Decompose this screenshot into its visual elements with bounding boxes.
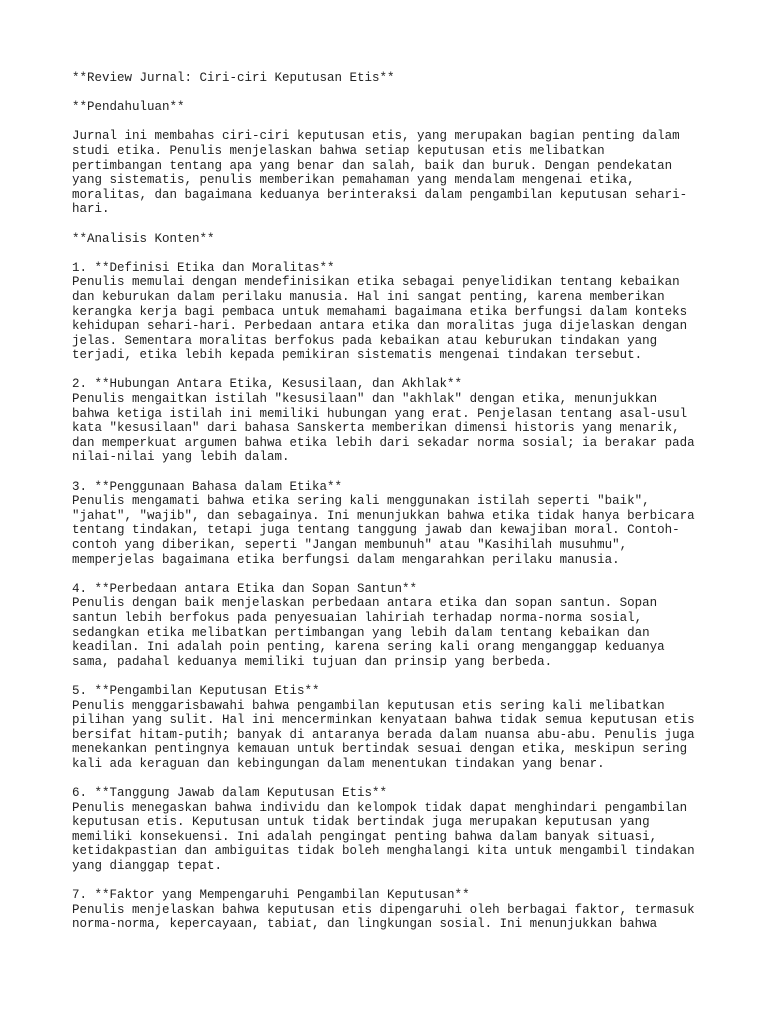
document-title: **Review Jurnal: Ciri-ciri Keputusan Etis** bbox=[72, 71, 395, 85]
text-line: memperjelas bagaimana etika berfungsi dalam mengarahkan perilaku manusia. bbox=[72, 552, 620, 567]
text-line: keputusan etis. Keputusan untuk tidak bertindak juga merupakan keputusan yang bbox=[72, 815, 650, 830]
spacer bbox=[72, 246, 702, 261]
analysis-heading: **Analisis Konten** bbox=[72, 231, 215, 246]
text-line: Penulis menggarisbawahi bahwa pengambilan keputusan etis sering kali melibatkan bbox=[72, 698, 665, 713]
text-line: pertimbangan tentang apa yang benar dan salah, baik dan buruk. Dengan pendekatan bbox=[72, 158, 673, 173]
text-line: kehidupan sehari-hari. Perbedaan antara etika dan moralitas juga dijelaskan dengan bbox=[72, 319, 688, 334]
text-line: memiliki konsekuensi. Ini adalah pengingat penting bahwa dalam banyak situasi, bbox=[72, 829, 658, 844]
section-heading: 1. **Definisi Etika dan Moralitas** bbox=[72, 260, 335, 275]
spacer bbox=[72, 115, 702, 130]
spacer bbox=[72, 567, 702, 582]
section-pengambilan-keputusan bbox=[72, 684, 702, 772]
spacer bbox=[72, 669, 702, 684]
section-sopan-santun bbox=[72, 582, 702, 670]
spacer bbox=[72, 217, 702, 232]
spacer bbox=[72, 874, 702, 889]
spacer bbox=[72, 772, 702, 787]
section-definisi bbox=[72, 261, 702, 363]
text-line: yang sistematis, penulis memberikan pemahaman yang mendalam mengenai etika, bbox=[72, 173, 635, 188]
text-line: keadilan. Ini adalah poin penting, karena sering kali orang menganggap keduanya bbox=[72, 640, 665, 655]
text-line: kata "kesusilaan" dari bahasa Sanskerta memberikan dimensi historis yang menarik, bbox=[72, 421, 680, 436]
section-heading: 6. **Tanggung Jawab dalam Keputusan Etis** bbox=[72, 786, 388, 801]
spacer bbox=[72, 465, 702, 480]
text-line: dan memperkuat argumen bahwa etika lebih dari sekadar norma sosial; ia berakar pada bbox=[72, 435, 695, 450]
text-line: sedangkan etika melibatkan pertimbangan yang lebih dalam tentang kebaikan dan bbox=[72, 625, 650, 640]
text-line: jelas. Sementara moralitas berfokus pada kebaikan atau keburukan tindakan yang bbox=[72, 333, 658, 348]
section-heading: 2. **Hubungan Antara Etika, Kesusilaan, dan Akhlak** bbox=[72, 377, 463, 392]
text-line: santun lebih berfokus pada penyesuaian lahiriah terhadap norma-norma sosial, bbox=[72, 610, 643, 625]
text-line: bersifat hitam-putih; banyak di antaranya berada dalam nuansa abu-abu. Penulis juga bbox=[72, 727, 695, 742]
text-line: Penulis mengamati bahwa etika sering kali menggunakan istilah seperti "baik", bbox=[72, 494, 650, 509]
intro-paragraph bbox=[72, 129, 702, 217]
text-line: terjadi, etika lebih kepada pemikiran sistematis mengenai tindakan tersebut. bbox=[72, 348, 643, 363]
document-page bbox=[72, 71, 702, 932]
text-line: pilihan yang sulit. Hal ini mencerminkan kenyataan bahwa tidak semua keputusan etis bbox=[72, 713, 695, 728]
intro-heading: **Pendahuluan** bbox=[72, 100, 185, 115]
text-line: Jurnal ini membahas ciri-ciri keputusan etis, yang merupakan bagian penting dalam bbox=[72, 129, 680, 144]
text-line: nilai-nilai yang lebih dalam. bbox=[72, 450, 290, 465]
section-heading: 3. **Penggunaan Bahasa dalam Etika** bbox=[72, 479, 343, 494]
section-hubungan bbox=[72, 377, 702, 465]
text-line: moralitas, dan bagaimana keduanya berinteraksi dalam pengambilan keputusan sehari- bbox=[72, 187, 688, 202]
text-line: dan keburukan dalam perilaku manusia. Hal ini sangat penting, karena memberikan bbox=[72, 289, 665, 304]
text-line: kerangka kerja bagi pembaca untuk memahami bagaimana etika berfungsi dalam konteks bbox=[72, 304, 688, 319]
text-line: bahwa ketiga istilah ini memiliki hubungan yang erat. Penjelasan tentang asal-usul bbox=[72, 406, 688, 421]
section-bahasa bbox=[72, 480, 702, 568]
section-heading: 7. **Faktor yang Mempengaruhi Pengambilan Keputusan** bbox=[72, 888, 470, 903]
text-line: sama, padahal keduanya memiliki tujuan dan prinsip yang berbeda. bbox=[72, 654, 553, 669]
text-line: menekankan pentingnya kemauan untuk bertindak sesuai dengan etika, meskipun sering bbox=[72, 742, 688, 757]
text-line: "jahat", "wajib", dan sebagainya. Ini menunjukkan bahwa etika tidak hanya berbicara bbox=[72, 508, 695, 523]
section-heading: 4. **Perbedaan antara Etika dan Sopan Santun** bbox=[72, 581, 418, 596]
text-line: ketidakpastian dan ambiguitas tidak boleh menghalangi kita untuk mengambil tindakan bbox=[72, 844, 695, 859]
text-line: studi etika. Penulis menjelaskan bahwa setiap keputusan etis melibatkan bbox=[72, 143, 605, 158]
text-line: norma-norma, kepercayaan, tabiat, dan lingkungan sosial. Ini menunjukkan bahwa bbox=[72, 917, 658, 932]
text-line: Penulis dengan baik menjelaskan perbedaan antara etika dan sopan santun. Sopan bbox=[72, 596, 658, 611]
section-heading: 5. **Pengambilan Keputusan Etis** bbox=[72, 683, 320, 698]
spacer bbox=[72, 86, 702, 101]
text-line: yang dianggap tepat. bbox=[72, 859, 223, 874]
text-line: Penulis menegaskan bahwa individu dan kelompok tidak dapat menghindari pengambilan bbox=[72, 800, 688, 815]
text-line: Penulis mengaitkan istilah "kesusilaan" dan "akhlak" dengan etika, menunjukkan bbox=[72, 392, 658, 407]
section-tanggung-jawab bbox=[72, 786, 702, 874]
text-line: hari. bbox=[72, 202, 110, 217]
section-faktor bbox=[72, 888, 702, 932]
text-line: Penulis memulai dengan mendefinisikan etika sebagai penyelidikan tentang kebaikan bbox=[72, 275, 680, 290]
spacer bbox=[72, 363, 702, 378]
text-line: Penulis menjelaskan bahwa keputusan etis dipengaruhi oleh berbagai faktor, termasuk bbox=[72, 902, 695, 917]
text-line: tentang tindakan, tetapi juga tentang tanggung jawab dan kewajiban moral. Contoh- bbox=[72, 523, 680, 538]
text-line: contoh yang diberikan, seperti "Jangan membunuh" atau "Kasihilah musuhmu", bbox=[72, 538, 628, 552]
text-line: kali ada keraguan dan kebingungan dalam menentukan tindakan yang benar. bbox=[72, 756, 605, 771]
